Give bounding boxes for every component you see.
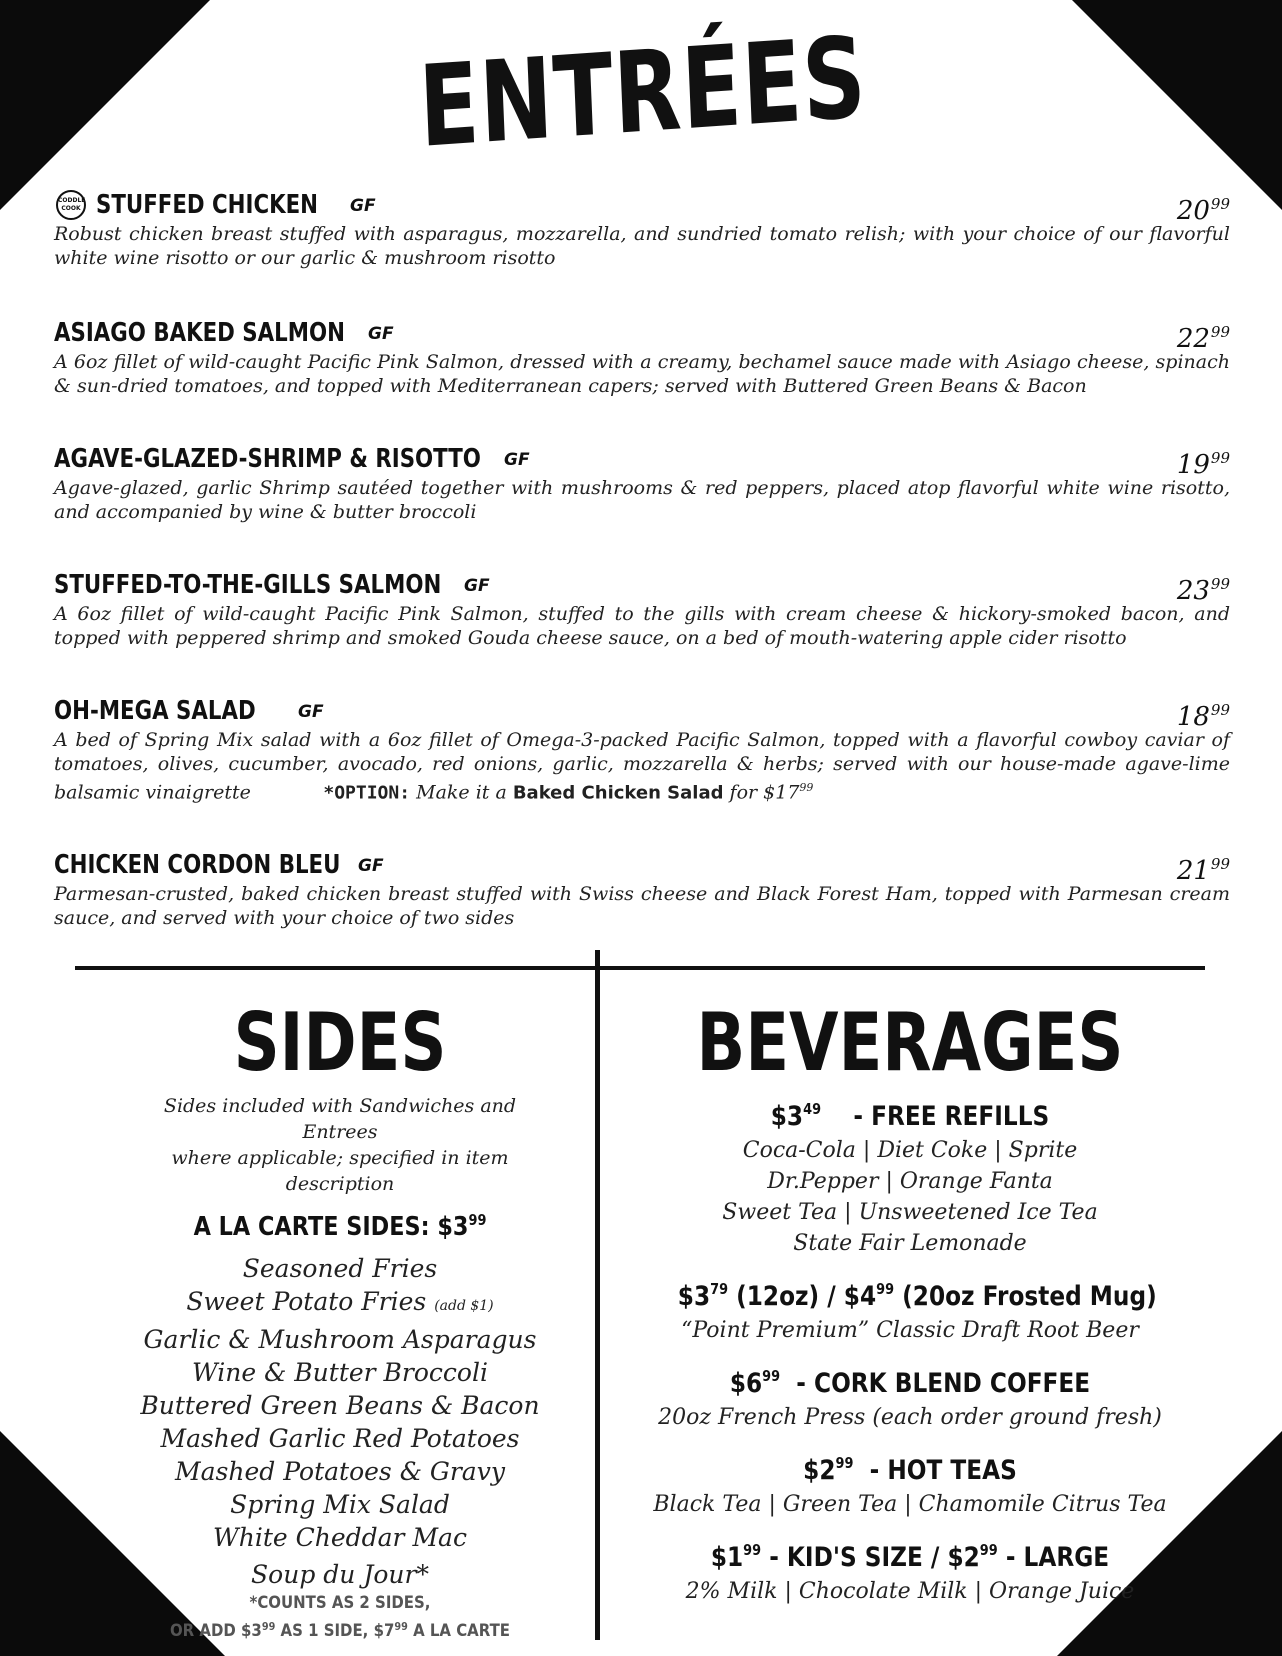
soup-du-jour: Soup du Jour* — [251, 1560, 429, 1589]
section-divider-vertical — [595, 950, 600, 1640]
entree-description: A 6oz fillet of wild-caught Pacific Pink Salmon, stuffed to the gills with cream cheese & hickory-smoked bacon, and topped with peppered shrimp and smoked Gouda cheese sauce, on a bed of mouth-watering apple cider risotto — [54, 603, 1230, 649]
entree-price: $18^{99}$ — [1176, 701, 1230, 732]
entree-description: Parmesan-crusted, baked chicken breast stuffed with Swiss cheese and Black Forest Ham, topped with Parmesan cream sauce, and served with your choice of two sides — [54, 883, 1230, 929]
soup-counts-note: *COUNTS AS 2 SIDES, — [249, 1593, 431, 1613]
gluten-free-badge: GF — [504, 450, 530, 470]
side-item: Wine & Butter Broccoli — [192, 1358, 488, 1387]
beverage-options: Coca-Cola | Diet Coke | Sprite — [742, 1138, 1078, 1163]
root-beer-heading: $\$3^{79}$ $(12oz) / \$4^{99}$ (20oz Frosted Mug) — [677, 1280, 1157, 1312]
sides-note: Sides included with Sandwiches and Entrees where applicable; specified in item description — [163, 1095, 517, 1195]
side-item: Spring Mix Salad — [230, 1490, 450, 1519]
fountain-drinks-heading: $\$3^{49}$ - FREE REFILLS — [770, 1100, 1050, 1132]
side-item: Seasoned Fries — [242, 1254, 438, 1283]
entree-name: CHICKEN CORDON BLEU — [54, 850, 341, 880]
coffee-heading: $\$6^{99}$ - CORK BLEND COFFEE — [729, 1367, 1091, 1399]
entree-item — [54, 570, 1230, 650]
entree-item — [54, 444, 1230, 524]
root-beer-description: “Point Premium” Classic Draft Root Beer — [681, 1318, 1139, 1343]
milk-juice-options: 2% Milk | Chocolate Milk | Orange Juice — [685, 1579, 1135, 1604]
entree-item — [54, 850, 1230, 930]
entree-price: $23^{99}$ — [1176, 575, 1230, 606]
sides-title: SIDES — [233, 996, 447, 1089]
entree-price: $21^{99}$ — [1176, 855, 1230, 886]
corner-decoration-top-left — [0, 0, 210, 210]
entree-price: $19^{99}$ — [1176, 449, 1230, 480]
beverage-options: Sweet Tea | Unsweetened Ice Tea — [722, 1200, 1098, 1225]
entree-name: OH-MEGA SALAD — [54, 696, 256, 726]
entree-description: Robust chicken breast stuffed with asparagus, mozzarella, and sundried tomato relish; with your choice of our flavorful white wine risotto or our garlic & mushroom risotto — [54, 223, 1230, 269]
coffee-description: 20oz French Press (each order ground fresh) — [658, 1405, 1162, 1430]
entree-item — [54, 190, 1230, 270]
entree-item — [54, 318, 1230, 398]
side-item: Garlic & Mushroom Asparagus — [143, 1325, 537, 1354]
beverage-options: State Fair Lemonade — [793, 1231, 1027, 1256]
restaurant-logo: CODDLE COOK — [56, 190, 86, 220]
beverage-options: Dr.Pepper | Orange Fanta — [767, 1169, 1053, 1194]
gluten-free-badge: GF — [464, 576, 490, 596]
entree-name: STUFFED CHICKEN — [96, 190, 319, 220]
gluten-free-badge: GF — [368, 324, 394, 344]
side-item: Sweet Potato Fries (add $1) — [186, 1287, 494, 1316]
beverages-section — [640, 995, 1180, 1607]
milk-juice-heading: $\$1^{99} - KID'S$ SIZE / $\$2^{99}$ - LARGE — [710, 1541, 1110, 1573]
hot-tea-heading: $\$2^{99}$ - HOT TEAS — [803, 1454, 1017, 1486]
beverages-title: BEVERAGES — [696, 996, 1124, 1089]
side-item: Mashed Potatoes & Gravy — [175, 1457, 505, 1486]
entree-description: A 6oz fillet of wild-caught Pacific Pink Salmon, dressed with a creamy, bechamel sauce made with Asiago cheese, spinach & sun-dried tomatoes, and topped with Mediterranean capers; served with Buttered Green Beans & Bacon — [54, 351, 1230, 397]
section-divider-horizontal — [75, 966, 1205, 970]
hot-tea-options: Black Tea | Green Tea | Chamomile Citrus Tea — [653, 1492, 1167, 1517]
entree-description: A bed of Spring Mix salad with a 6oz fillet of Omega-3-packed Pacific Salmon, topped with a flavorful cowboy caviar of tomatoes, olives, cucumber, avocado, red onions, garlic, mozzarella & herbs; served with our house-made agave-lime balsamic vinaigrette *OPTION: Make it a Baked Chicken Salad for $\$17^{99}$ — [54, 729, 1230, 804]
soup-price-note: OR ADD $\$3^{99}$ AS 1 SIDE, $\$7^{99}$ A LA CARTE — [169, 1620, 511, 1641]
entree-description: Agave-glazed, garlic Shrimp sautéed together with mushrooms & red peppers, placed atop flavorful white wine risotto, and accompanied by wine & butter broccoli — [54, 477, 1230, 523]
entrees-title: ENTRÉES — [416, 12, 869, 173]
entree-price: $20^{99}$ — [1176, 195, 1230, 226]
gluten-free-badge: GF — [298, 702, 324, 722]
entree-item — [54, 696, 1230, 805]
gluten-free-badge: GF — [358, 856, 384, 876]
option-label: *OPTION: — [323, 782, 411, 804]
corner-decoration-top-right — [1072, 0, 1282, 210]
side-item: White Cheddar Mac — [213, 1523, 467, 1552]
side-item: Buttered Green Beans & Bacon — [140, 1391, 540, 1420]
a-la-carte-heading: A LA CARTE SIDES: $\$3^{99}$ — [193, 1211, 487, 1242]
entree-name: ASIAGO BAKED SALMON — [54, 318, 345, 348]
option-name: Baked Chicken Salad — [512, 782, 724, 804]
entree-name: AGAVE-GLAZED-SHRIMP & RISOTTO — [54, 444, 481, 474]
side-item: Mashed Garlic Red Potatoes — [160, 1424, 520, 1453]
entree-price: $22^{99}$ — [1176, 323, 1230, 354]
entree-name: STUFFED-TO-THE-GILLS SALMON — [54, 570, 442, 600]
sides-section — [130, 995, 550, 1643]
gluten-free-badge: GF — [350, 196, 376, 216]
